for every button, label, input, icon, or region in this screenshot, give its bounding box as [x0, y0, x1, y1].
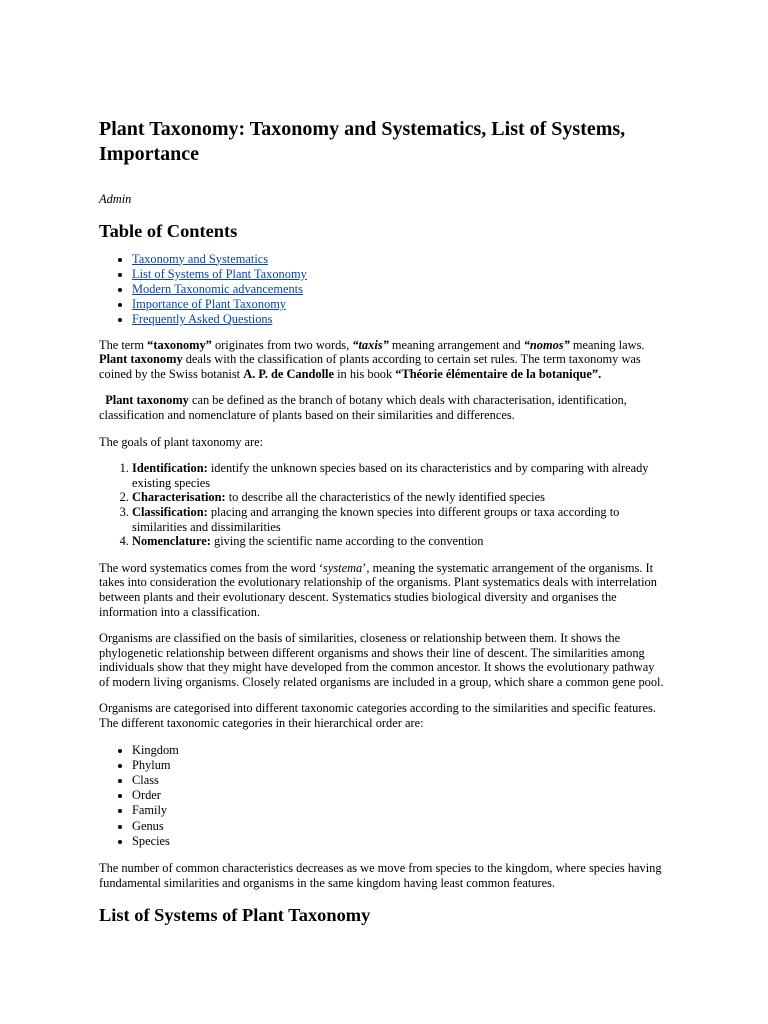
category-item: • Family	[132, 803, 665, 818]
toc-link-modern-advancements[interactable]: Modern Taxonomic advancements	[132, 282, 303, 296]
toc-item	[132, 282, 665, 297]
botanist-name: A. P. de Candolle	[243, 366, 334, 381]
text-run: in his book	[333, 366, 396, 381]
term-systema: systema	[323, 560, 363, 575]
categorised-paragraph: Organisms are categorised into different taxonomic categories according to the similarities and specific features. The different taxonomic categories in their hierarchical order are:	[99, 701, 656, 731]
toc-link-taxonomy-systematics[interactable]: Taxonomy and Systematics	[132, 251, 269, 266]
characteristics-paragraph: The number of common characteristics decreases as we move from species to the kingdom, where species having fundamental similarities and organisms in the same kingdom having least common features.	[99, 861, 662, 890]
article-title: Plant Taxonomy: Taxonomy and Systematics, List of Systems, Importance	[99, 118, 626, 165]
text-run: The term	[99, 337, 148, 352]
text-run: meaning arrangement and	[388, 337, 524, 352]
term-plant-taxonomy: Plant taxonomy	[99, 352, 183, 367]
toc-item	[132, 252, 665, 267]
category-item: • Genus	[132, 819, 665, 834]
category-item: • Species	[132, 834, 665, 849]
toc-link-importance[interactable]: Importance of Plant Taxonomy	[132, 297, 287, 312]
toc-list	[99, 252, 665, 328]
article-content	[99, 117, 665, 926]
goal-term: Characterisation:	[132, 490, 226, 505]
text-run: The word systematics comes from the word ‘	[99, 560, 324, 575]
term-nomos: “nomos”	[523, 337, 570, 352]
text-run: meaning laws.	[569, 337, 645, 352]
term-taxis: “taxis”	[352, 337, 389, 352]
intro-paragraph	[99, 338, 665, 382]
goal-term: Nomenclature:	[132, 534, 211, 549]
text-run: can be defined as the branch of botany which deals with characterisation, identification, classification and nomenclature of plants based on their similarities and differences.	[99, 393, 627, 422]
section-heading-list-of-systems: List of Systems of Plant Taxonomy	[99, 905, 371, 926]
toc-link-faq[interactable]: Frequently Asked Questions	[132, 312, 273, 327]
category-item: • Order	[132, 788, 665, 803]
toc-heading: Table of Contents	[99, 220, 238, 241]
text-run: originates from two words,	[211, 337, 353, 352]
systematics-paragraph	[99, 561, 665, 619]
goal-text: to describe all the characteristics of the newly identified species	[225, 490, 545, 505]
category-item: • Class	[132, 773, 665, 788]
goal-text: identify the unknown species based on its characteristics and by comparing with already existing species	[132, 461, 649, 490]
toc-link-list-of-systems[interactable]: List of Systems of Plant Taxonomy	[132, 266, 307, 281]
term-plant-taxonomy: Plant taxonomy	[105, 393, 189, 408]
toc-item	[132, 312, 665, 327]
toc-item	[132, 297, 665, 312]
term-taxonomy: “taxonomy”	[147, 337, 212, 352]
text-run: ’, meaning the systematic arrangement of the organisms. It takes into consideration the evolutionary relationship of the organisms. Plant systematics deals with interrelation between plants and their evolutionary descent. Systematics studies biological diversity and organises the information into a classification.	[99, 560, 657, 619]
classified-paragraph: Organisms are classified on the basis of similarities, closeness or relationship between them. It shows the phylogenetic relationship between different organisms and shows their line of descent. The similarities among individuals show that they might have developed from the common ancestor. It shows the evolutionary pathway of modern living organisms. Closely related organisms are included in a group, which share a common gene pool.	[99, 631, 664, 689]
category-item: • Kingdom	[132, 743, 665, 758]
goal-item	[132, 505, 665, 534]
category-item: • Phylum	[132, 758, 665, 773]
categories-list	[99, 743, 665, 849]
goal-item	[132, 461, 665, 490]
goal-item	[132, 490, 665, 505]
goal-item	[132, 534, 665, 549]
definition-paragraph	[99, 393, 665, 422]
toc-item	[132, 267, 665, 282]
goal-text: placing and arranging the known species into different groups or taxa according to similarities and dissimilarities	[132, 504, 620, 534]
text-run: deals with the classification of plants according to certain set rules. The term taxonomy was coined by the Swiss botanist	[99, 352, 641, 381]
goal-term: Classification:	[132, 504, 208, 519]
goal-term: Identification:	[132, 461, 208, 476]
author-name: Admin	[99, 192, 132, 206]
book-title: “Théorie élémentaire de la botanique”.	[395, 366, 602, 381]
goals-intro: The goals of plant taxonomy are:	[99, 434, 264, 449]
goals-list	[99, 461, 665, 549]
goal-text: giving the scientific name according to the convention	[210, 534, 484, 549]
